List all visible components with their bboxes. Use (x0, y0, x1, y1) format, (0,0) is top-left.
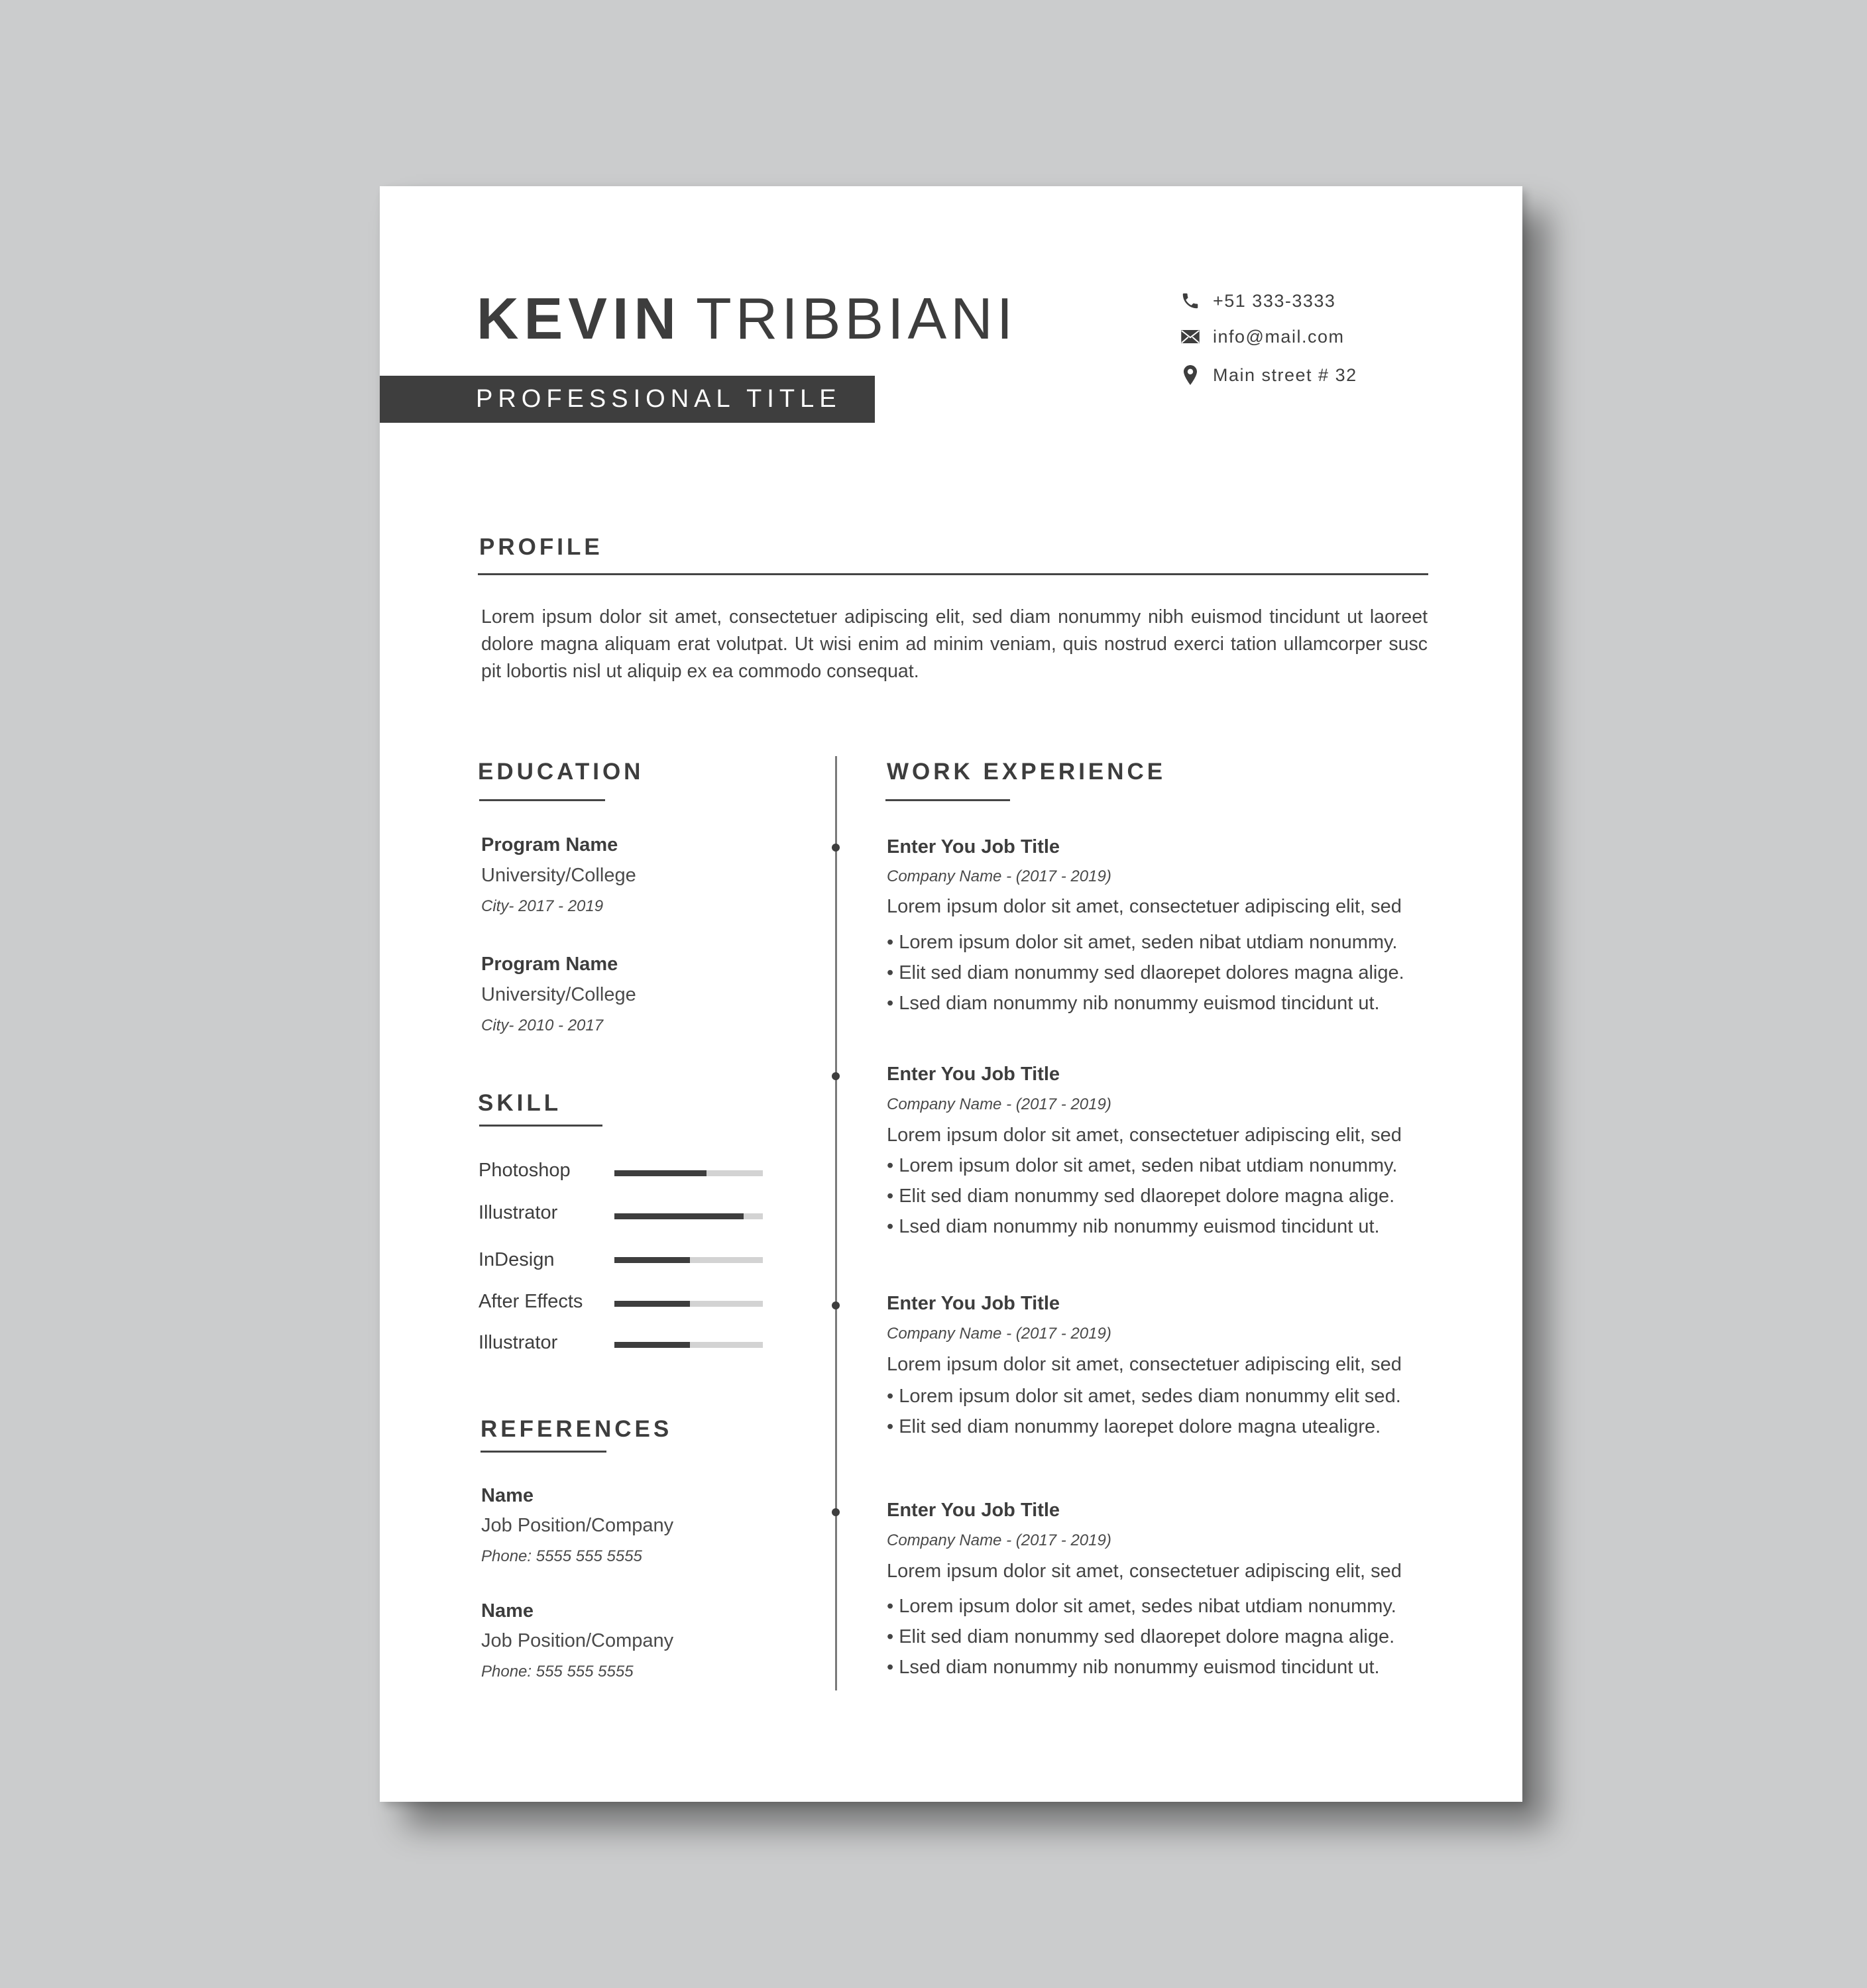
job-company: Company Name - (2017 - 2019) (887, 867, 1111, 885)
skill-rule (479, 1125, 602, 1127)
location-pin-icon (1176, 360, 1205, 390)
education-university: University/College (481, 865, 636, 886)
reference-phone: Phone: 555 555 5555 (481, 1663, 634, 1681)
job-title: Enter You Job Title (887, 1064, 1060, 1085)
job-company: Company Name - (2017 - 2019) (887, 1531, 1111, 1549)
job-bullet: • Elit sed diam nonummy sed dlaorepet dolores magna alige. (887, 962, 1404, 983)
contact-address (1176, 360, 1357, 390)
reference-position: Job Position/Company (481, 1515, 674, 1536)
skill-bar-fill (614, 1257, 690, 1263)
education-heading: EDUCATION (478, 759, 644, 785)
job-title: Enter You Job Title (887, 836, 1060, 857)
skill-heading: SKILL (478, 1090, 562, 1116)
job-title: Enter You Job Title (887, 1500, 1060, 1521)
job-bullet: • Lorem ipsum dolor sit amet, seden nibat utdiam nonummy. (887, 1155, 1398, 1176)
references-rule (481, 1451, 606, 1453)
professional-title-bar (380, 376, 875, 423)
job-summary: Lorem ipsum dolor sit amet, consectetuer adipiscing elit, sed (887, 896, 1402, 917)
skill-bar (614, 1301, 763, 1307)
education-program: Program Name (481, 834, 618, 856)
education-city-years: City- 2010 - 2017 (481, 1017, 604, 1034)
job-bullet: • Lsed diam nonummy nib nonummy euismod tincidunt ut. (887, 993, 1380, 1014)
skill-bar (614, 1170, 763, 1176)
job-bullet: • Elit sed diam nonummy laorepet dolore magna utealigre. (887, 1416, 1381, 1437)
skill-bar-fill (614, 1301, 690, 1307)
work-experience-heading: WORK EXPERIENCE (887, 759, 1166, 785)
job-company: Company Name - (2017 - 2019) (887, 1095, 1111, 1113)
job-title: Enter You Job Title (887, 1293, 1060, 1314)
timeline-dot (832, 1301, 840, 1309)
first-name: KEVIN (477, 286, 681, 351)
reference-position: Job Position/Company (481, 1630, 674, 1651)
job-bullet: • Lsed diam nonummy nib nonummy euismod tincidunt ut. (887, 1216, 1380, 1237)
resume-page (380, 186, 1522, 1802)
mail-icon (1176, 322, 1205, 351)
job-summary: Lorem ipsum dolor sit amet, consectetuer adipiscing elit, sed (887, 1354, 1402, 1375)
timeline-line (835, 756, 837, 1690)
candidate-name (477, 286, 1017, 351)
last-name: TRIBBIANI (695, 286, 1017, 351)
timeline-dot (832, 1072, 840, 1080)
address-text: Main street # 32 (1213, 364, 1357, 385)
education-rule (479, 799, 605, 801)
phone-icon (1176, 286, 1205, 315)
job-bullet: • Elit sed diam nonummy sed dlaorepet dolore magna alige. (887, 1626, 1395, 1647)
skill-label: After Effects (479, 1291, 583, 1312)
work-experience-rule (885, 799, 1010, 801)
profile-text: Lorem ipsum dolor sit amet, consectetuer adipiscing elit, sed diam nonummy nibh euismod tincidunt ut laoreet dolore magna aliquam erat volutpat. Ut wisi enim ad minim veniam, quis nostrud exerci tation ullamcorper susc pit lobortis nisl ut aliquip ex ea commodo consequat. (481, 606, 1428, 682)
timeline-dot (832, 1508, 840, 1516)
skill-label: InDesign (479, 1249, 555, 1270)
job-bullet: • Lorem ipsum dolor sit amet, seden nibat utdiam nonummy. (887, 932, 1398, 953)
education-city-years: City- 2017 - 2019 (481, 897, 604, 915)
skill-bar (614, 1342, 763, 1348)
skill-bar (614, 1213, 763, 1219)
profile-rule (478, 573, 1428, 575)
job-bullet: • Lsed diam nonummy nib nonummy euismod tincidunt ut. (887, 1657, 1380, 1678)
job-bullet: • Elit sed diam nonummy sed dlaorepet dolore magna alige. (887, 1186, 1395, 1207)
reference-name: Name (481, 1485, 534, 1506)
job-bullet: • Lorem ipsum dolor sit amet, sedes nibat utdiam nonummy. (887, 1596, 1396, 1617)
timeline-dot (832, 844, 840, 852)
phone-text: +51 333-3333 (1213, 290, 1336, 311)
education-university: University/College (481, 984, 636, 1005)
job-company: Company Name - (2017 - 2019) (887, 1325, 1111, 1343)
contact-phone (1176, 286, 1335, 315)
job-summary: Lorem ipsum dolor sit amet, consectetuer adipiscing elit, sed (887, 1125, 1402, 1146)
job-bullet: • Lorem ipsum dolor sit amet, sedes diam nonummy elit sed. (887, 1386, 1401, 1407)
professional-title: PROFESSIONAL TITLE (476, 385, 842, 413)
skill-bar-fill (614, 1170, 707, 1176)
skill-label: Photoshop (479, 1160, 571, 1181)
skill-bar-fill (614, 1213, 744, 1219)
skill-label: Illustrator (479, 1202, 558, 1223)
reference-name: Name (481, 1600, 534, 1622)
email-text: info@mail.com (1213, 326, 1345, 347)
references-heading: REFERENCES (481, 1416, 673, 1442)
skill-bar-fill (614, 1342, 690, 1348)
skill-bar (614, 1257, 763, 1263)
skill-label: Illustrator (479, 1332, 558, 1353)
job-summary: Lorem ipsum dolor sit amet, consectetuer adipiscing elit, sed (887, 1561, 1402, 1582)
contact-email (1176, 322, 1344, 351)
profile-heading: PROFILE (479, 534, 603, 560)
reference-phone: Phone: 5555 555 5555 (481, 1547, 642, 1565)
education-program: Program Name (481, 954, 618, 975)
